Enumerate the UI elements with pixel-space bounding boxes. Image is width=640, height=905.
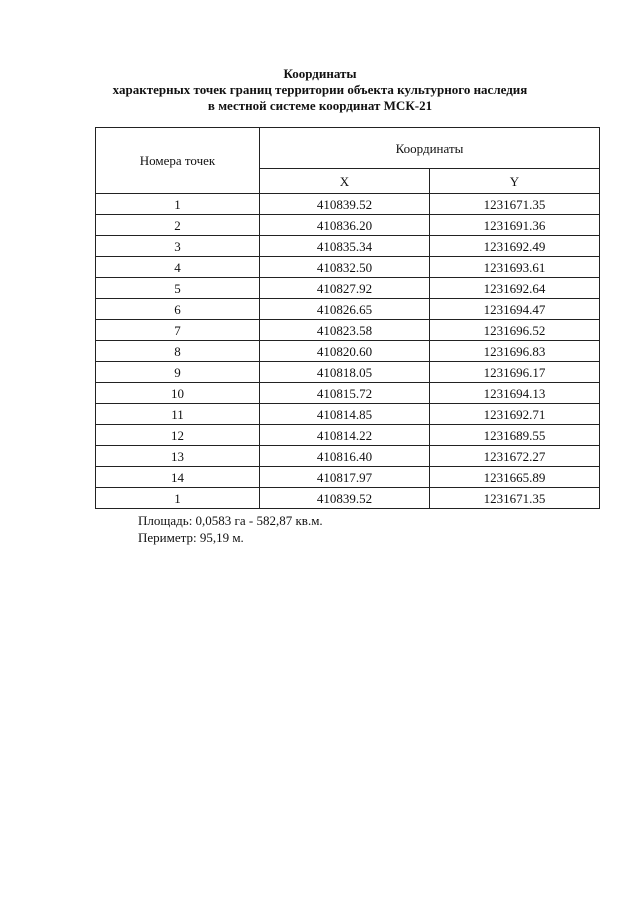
point-number-cell: 5	[96, 278, 260, 299]
x-coordinate-cell: 410823.58	[260, 320, 430, 341]
header-coordinates: Координаты	[260, 128, 600, 169]
header-x: X	[260, 169, 430, 194]
x-coordinate-cell: 410817.97	[260, 467, 430, 488]
table-body	[96, 194, 600, 509]
table-row	[96, 278, 600, 299]
y-coordinate-cell: 1231672.27	[430, 446, 600, 467]
area-text: Площадь: 0,0583 га - 582,87 кв.м.	[138, 513, 323, 528]
table-row	[96, 446, 600, 467]
document-title	[0, 66, 640, 114]
header-point-numbers: Номера точек	[96, 128, 260, 194]
y-coordinate-cell: 1231665.89	[430, 467, 600, 488]
summary-block	[138, 512, 323, 546]
x-coordinate-cell: 410839.52	[260, 488, 430, 509]
point-number-cell: 12	[96, 425, 260, 446]
x-coordinate-cell: 410832.50	[260, 257, 430, 278]
point-number-cell: 9	[96, 362, 260, 383]
y-coordinate-cell: 1231692.71	[430, 404, 600, 425]
y-coordinate-cell: 1231694.47	[430, 299, 600, 320]
header-y: Y	[430, 169, 600, 194]
y-coordinate-cell: 1231696.83	[430, 341, 600, 362]
table-row	[96, 341, 600, 362]
point-number-cell: 11	[96, 404, 260, 425]
y-coordinate-cell: 1231692.64	[430, 278, 600, 299]
title-line-3: в местной системе координат МСК-21	[207, 98, 433, 113]
point-number-cell: 8	[96, 341, 260, 362]
y-coordinate-cell: 1231694.13	[430, 383, 600, 404]
y-coordinate-cell: 1231691.36	[430, 215, 600, 236]
point-number-cell: 3	[96, 236, 260, 257]
y-coordinate-cell: 1231696.17	[430, 362, 600, 383]
x-coordinate-cell: 410814.22	[260, 425, 430, 446]
point-number-cell: 2	[96, 215, 260, 236]
y-coordinate-cell: 1231696.52	[430, 320, 600, 341]
point-number-cell: 7	[96, 320, 260, 341]
point-number-cell: 10	[96, 383, 260, 404]
coordinates-table	[95, 127, 600, 509]
y-coordinate-cell: 1231671.35	[430, 488, 600, 509]
table-row	[96, 215, 600, 236]
table-row	[96, 257, 600, 278]
point-number-cell: 4	[96, 257, 260, 278]
y-coordinate-cell: 1231693.61	[430, 257, 600, 278]
point-number-cell: 6	[96, 299, 260, 320]
x-coordinate-cell: 410826.65	[260, 299, 430, 320]
x-coordinate-cell: 410836.20	[260, 215, 430, 236]
title-line-2: характерных точек границ территории объекта культурного наследия	[112, 82, 528, 97]
table-row	[96, 383, 600, 404]
point-number-cell: 1	[96, 194, 260, 215]
table-row	[96, 467, 600, 488]
point-number-cell: 1	[96, 488, 260, 509]
table-row	[96, 299, 600, 320]
table-row	[96, 320, 600, 341]
x-coordinate-cell: 410818.05	[260, 362, 430, 383]
y-coordinate-cell: 1231692.49	[430, 236, 600, 257]
x-coordinate-cell: 410839.52	[260, 194, 430, 215]
x-coordinate-cell: 410816.40	[260, 446, 430, 467]
x-coordinate-cell: 410814.85	[260, 404, 430, 425]
table-row	[96, 425, 600, 446]
table-row	[96, 236, 600, 257]
y-coordinate-cell: 1231689.55	[430, 425, 600, 446]
table-row	[96, 404, 600, 425]
x-coordinate-cell: 410820.60	[260, 341, 430, 362]
x-coordinate-cell: 410827.92	[260, 278, 430, 299]
table-row	[96, 488, 600, 509]
title-line-1: Координаты	[283, 66, 357, 81]
x-coordinate-cell: 410835.34	[260, 236, 430, 257]
perimeter-text: Периметр: 95,19 м.	[138, 530, 244, 545]
x-coordinate-cell: 410815.72	[260, 383, 430, 404]
point-number-cell: 13	[96, 446, 260, 467]
table-row	[96, 194, 600, 215]
point-number-cell: 14	[96, 467, 260, 488]
y-coordinate-cell: 1231671.35	[430, 194, 600, 215]
table-row	[96, 362, 600, 383]
